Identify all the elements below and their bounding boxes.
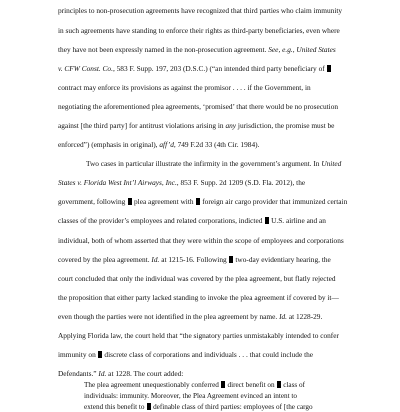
text-run: court concluded that only the individual was covered by the plea agreement, but flatly rejected xyxy=(58,274,336,283)
text-run: two-day evidentiary hearing, the xyxy=(233,255,331,264)
redaction-mark xyxy=(98,351,102,359)
body-line xyxy=(58,26,340,36)
text-run: enforced”) (emphasis in original), xyxy=(58,140,160,149)
italic-citation: United xyxy=(321,159,342,168)
text-run: plea agreement with xyxy=(132,197,196,206)
body-line xyxy=(58,6,342,16)
body-line xyxy=(58,369,183,379)
quote-line xyxy=(84,380,305,390)
redaction-mark xyxy=(147,403,151,411)
italic-citation: States v. Florida West Int’l Airways, Inc. xyxy=(58,178,177,187)
text-run: , 749 F.2d 33 (4th Cir. 1984). xyxy=(173,140,260,149)
body-line xyxy=(58,312,322,322)
body-line xyxy=(58,331,339,341)
text-run: discrete class of corporations and individuals . . . that could include the xyxy=(102,350,314,359)
body-line xyxy=(58,216,326,226)
italic-citation: Id. xyxy=(98,369,107,378)
text-run: negotiating the aforementioned plea agreements, ‘promised’ that there would be no prosecution xyxy=(58,102,339,111)
text-run: individuals: immunity. Moreover, the Plea Agreement evinced an intent to xyxy=(84,392,298,400)
body-line xyxy=(58,121,334,131)
text-run: foreign air cargo provider that immunized certain xyxy=(200,197,348,206)
text-run: at 1228. The court added: xyxy=(106,369,184,378)
quote-line xyxy=(84,402,313,412)
body-line xyxy=(58,64,332,74)
body-line xyxy=(58,197,347,207)
text-run: individual, both of whom asserted that they were within the scope of employees and corporations xyxy=(58,236,344,245)
redaction-mark xyxy=(327,65,331,73)
italic-citation: aff’d xyxy=(159,140,174,149)
text-run: , 853 F. Supp. 2d 1209 (S.D. Fla. 2012), the xyxy=(176,178,306,187)
italic-citation: See, e.g., United States xyxy=(268,45,336,54)
text-run: direct benefit on xyxy=(225,381,277,389)
italic-citation: Id. xyxy=(151,255,160,264)
text-run: Defendants.” xyxy=(58,369,99,378)
body-line xyxy=(58,255,331,265)
body-line xyxy=(86,159,341,169)
text-run: principles to non-prosecution agreements have recognized that third parties who claim immunity xyxy=(58,6,343,15)
text-run: Two cases in particular illustrate the infirmity in the government’s argument. In xyxy=(86,159,322,168)
body-line xyxy=(58,236,344,246)
text-run: in such agreements have standing to enforce their rights as third-party beneficiaries, even where xyxy=(58,26,340,35)
text-run: government, following xyxy=(58,197,128,206)
italic-citation: v. CFW Const. Co. xyxy=(58,64,113,73)
text-run: definable class of third parties: employees of [the cargo xyxy=(151,403,313,411)
text-run: , 583 F. Supp. 197, 203 (D.S.C.) (“an intended third party beneficiary of xyxy=(112,64,327,73)
text-run: the proposition that either party lacked standing to invoke the plea agreement if covered by it— xyxy=(58,293,339,302)
text-run: contract may enforce its provisions as against the promisor . . . . if the Government, in xyxy=(58,83,311,92)
body-line xyxy=(58,178,305,188)
text-run: jurisdiction, the promise must be xyxy=(236,121,335,130)
body-line xyxy=(58,102,338,112)
text-run: they have not been expressly named in the non-prosecution agreement. xyxy=(58,45,269,54)
body-line xyxy=(58,140,259,150)
body-line xyxy=(58,293,339,303)
text-run: Applying Florida law, the court held that “the signatory parties unmistakably intended to confer xyxy=(58,331,339,340)
text-run: covered by the plea agreement. xyxy=(58,255,152,264)
italic-citation: any xyxy=(225,121,237,130)
redaction-mark xyxy=(221,381,225,389)
text-run: even though the parties were not identified in the plea agreement by name. xyxy=(58,312,280,321)
text-run: U.S. airline and an xyxy=(269,216,326,225)
text-run: The plea agreement unequestionably conferred xyxy=(84,381,221,389)
redaction-mark xyxy=(229,256,233,264)
text-run: at 1215-16. Following xyxy=(159,255,229,264)
text-run: at 1228-29. xyxy=(287,312,323,321)
italic-citation: Id. xyxy=(279,312,288,321)
text-run: against [the third party] for antitrust violations arising in xyxy=(58,121,226,130)
body-line xyxy=(58,274,336,284)
body-line xyxy=(58,83,311,93)
text-run: class of xyxy=(281,381,305,389)
text-run: extend this benefit to xyxy=(84,403,147,411)
body-line xyxy=(58,45,336,55)
text-run: immunity on xyxy=(58,350,98,359)
body-line xyxy=(58,350,313,360)
text-run: classes of the provider’s employees and related corporations, indicted xyxy=(58,216,265,225)
